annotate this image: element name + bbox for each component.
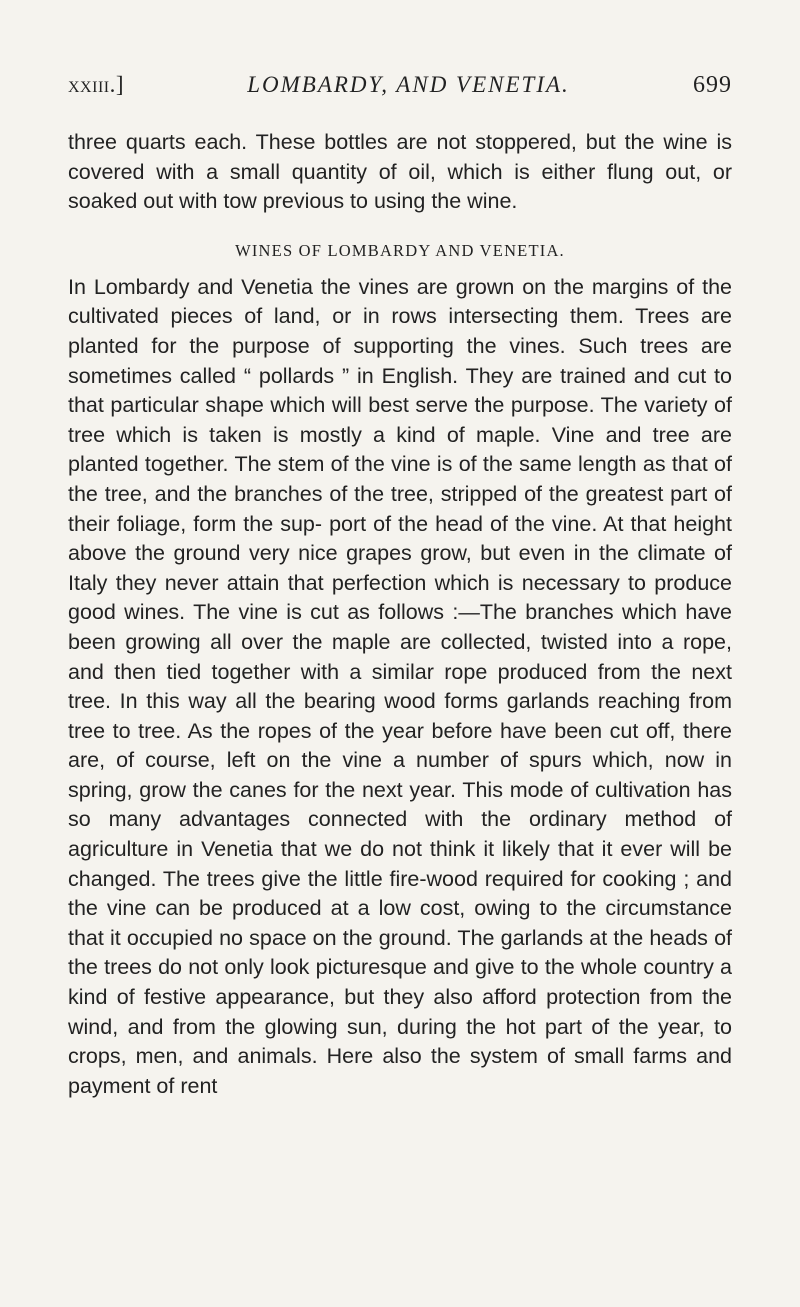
- running-head: [68, 72, 732, 112]
- book-page: [68, 72, 732, 1101]
- running-title: LOMBARDY, AND VENETIA.: [247, 72, 570, 97]
- page-number: 699: [693, 72, 732, 98]
- paragraph-main: In Lombardy and Venetia the vines are grown on the margins of the cultivated pieces of land, or in rows intersecting them. Trees are planted for the purpose of supporting the vines. Such trees are sometimes called “ pollards ” in English. They are trained and cut to that particular shape which will best serve the purpose. The variety of tree which is taken is mostly a kind of maple. Vine and tree are planted together. The stem of the vine is of the same length as that of the tree, and the branches of the tree, stripped of the greatest part of their foliage, form the sup- port of the head of the vine. At that height above the ground very nice grapes grow, but even in the climate of Italy they never attain that perfection which is necessary to produce good wines. The vine is cut as follows :—The branches which have been growing all over the maple are collected, twisted into a rope, and then tied together with a similar rope produced from the next tree. In this way all the bearing wood forms garlands reaching from tree to tree. As the ropes of the year before have been cut off, there are, of course, left on the vine a number of spurs which, now in spring, grow the canes for the next year. This mode of cultivation has so many advantages connected with the ordinary method of agriculture in Venetia that we do not think it likely that it ever will be changed. The trees give the little fire-wood required for cooking ; and the vine can be produced at a low cost, owing to the circumstance that it occupied no space on the ground. The garlands at the heads of the trees do not only look picturesque and give to the whole country a kind of festive appearance, but they also afford protection from the wind, and from the glowing sun, during the hot part of the year, to crops, men, and animals. Here also the system of small farms and payment of rent: [68, 274, 732, 1098]
- section-heading: WINES OF LOMBARDY AND VENETIA.: [235, 240, 565, 260]
- paragraph-continuation: three quarts each. These bottles are not stoppered, but the wine is covered with a small quantity of oil, which is either flung out, or soaked out with tow previous to using the wine.: [68, 130, 732, 214]
- chapter-number: xxiii.]: [68, 72, 125, 97]
